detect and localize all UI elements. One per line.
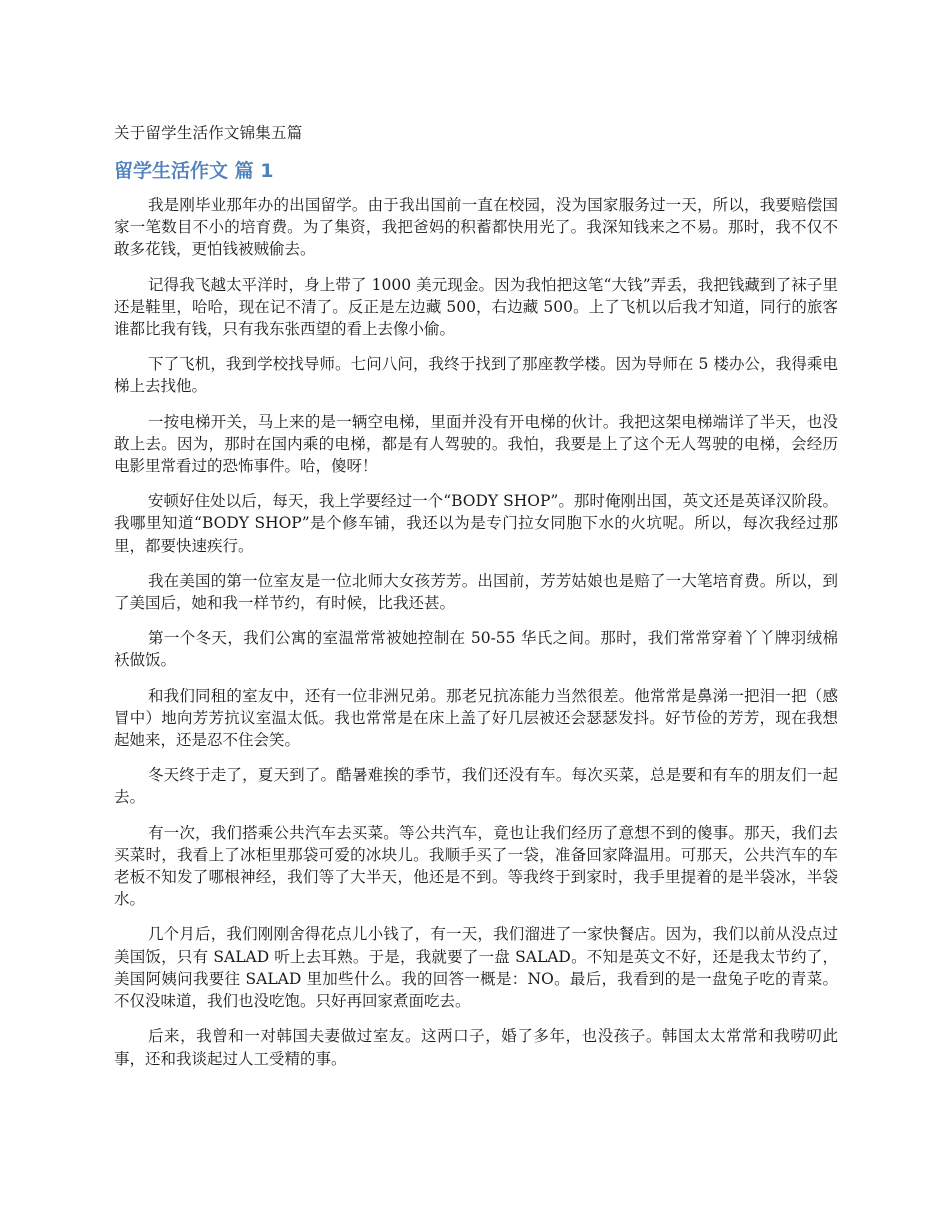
paragraph: 第一个冬天，我们公寓的室温常常被她控制在 50-55 华氏之间。那时，我们常常穿着丫丫牌羽绒棉袄做饭。 — [114, 629, 838, 670]
paragraph: 安顿好住处以后，每天，我上学要经过一个“BODY SHOP”。那时俺刚出国，英文还是英译汉阶段。我哪里知道“BODY SHOP”是个修车铺，我还以为是专门拉女同胞下水的火坑呢。所以，每次我经过那里，都要快速疾行。 — [114, 492, 838, 555]
paragraph: 冬天终于走了，夏天到了。酷暑难挨的季节，我们还没有车。每次买菜，总是要和有车的朋友们一起去。 — [114, 766, 838, 807]
article-body — [114, 194, 838, 1070]
document-page — [114, 122, 838, 1083]
paragraph: 下了飞机，我到学校找导师。七问八问，我终于找到了那座教学楼。因为导师在 5 楼办公，我得乘电梯上去找他。 — [114, 355, 838, 396]
paragraph: 几个月后，我们刚刚舍得花点儿小钱了，有一天，我们溜进了一家快餐店。因为，我们以前从没点过美国饭，只有 SALAD 听上去耳熟。于是，我就要了一盘 SALAD。不知是英文不好，还是我太节约了，美国阿姨问我要往 SALAD 里加些什么。我的回答一概是：NO。最后，我看到的是一盘兔子吃的青菜。不仅没味道，我们也没吃饱。只好再回家煮面吃去。 — [114, 925, 838, 1011]
document-title: 关于留学生活作文锦集五篇 — [114, 124, 303, 142]
paragraph: 有一次，我们搭乘公共汽车去买菜。等公共汽车，竟也让我们经历了意想不到的傻事。那天，我们去买菜时，我看上了冰柜里那袋可爱的冰块儿。我顺手买了一袋，准备回家降温用。可那天，公共汽车的车老板不知发了哪根神经，我们等了大半天，他还是不到。等我终于到家时，我手里提着的是半袋冰，半袋水。 — [114, 823, 838, 909]
paragraph: 后来，我曾和一对韩国夫妻做过室友。这两口子，婚了多年，也没孩子。韩国太太常常和我唠叨此事，还和我谈起过人工受精的事。 — [114, 1027, 838, 1068]
section-heading: 留学生活作文 篇 1 — [114, 160, 274, 182]
paragraph: 一按电梯开关，马上来的是一辆空电梯，里面并没有开电梯的伙计。我把这架电梯端详了半天，也没敢上去。因为，那时在国内乘的电梯，都是有人驾驶的。我怕，我要是上了这个无人驾驶的电梯，会经历电影里常看过的恐怖事件。哈，傻呀！ — [114, 412, 838, 476]
paragraph: 我在美国的第一位室友是一位北师大女孩芳芳。出国前，芳芳姑娘也是赔了一大笔培育费。所以，到了美国后，她和我一样节约，有时候，比我还甚。 — [114, 571, 838, 613]
paragraph: 和我们同租的室友中，还有一位非洲兄弟。那老兄抗冻能力当然很差。他常常是鼻涕一把泪一把（感冒中）地向芳芳抗议室温太低。我也常常是在床上盖了好几层被还会瑟瑟发抖。好节俭的芳芳，现在我想起她来，还是忍不住会笑。 — [114, 686, 838, 750]
paragraph: 我是刚毕业那年办的出国留学。由于我出国前一直在校园，没为国家服务过一天，所以，我要赔偿国家一笔数目不小的培育费。为了集资，我把爸妈的积蓄都快用光了。我深知钱来之不易。那时，我不仅不敢多花钱，更怕钱被贼偷去。 — [114, 196, 838, 259]
paragraph: 记得我飞越太平洋时，身上带了 1000 美元现金。因为我怕把这笔“大钱”弄丢，我把钱藏到了袜子里还是鞋里，哈哈，现在记不清了。反正是左边藏 500，右边藏 500。上了飞机以后我才知道，同行的旅客谁都比我有钱，只有我东张西望的看上去像小偷。 — [114, 275, 838, 339]
